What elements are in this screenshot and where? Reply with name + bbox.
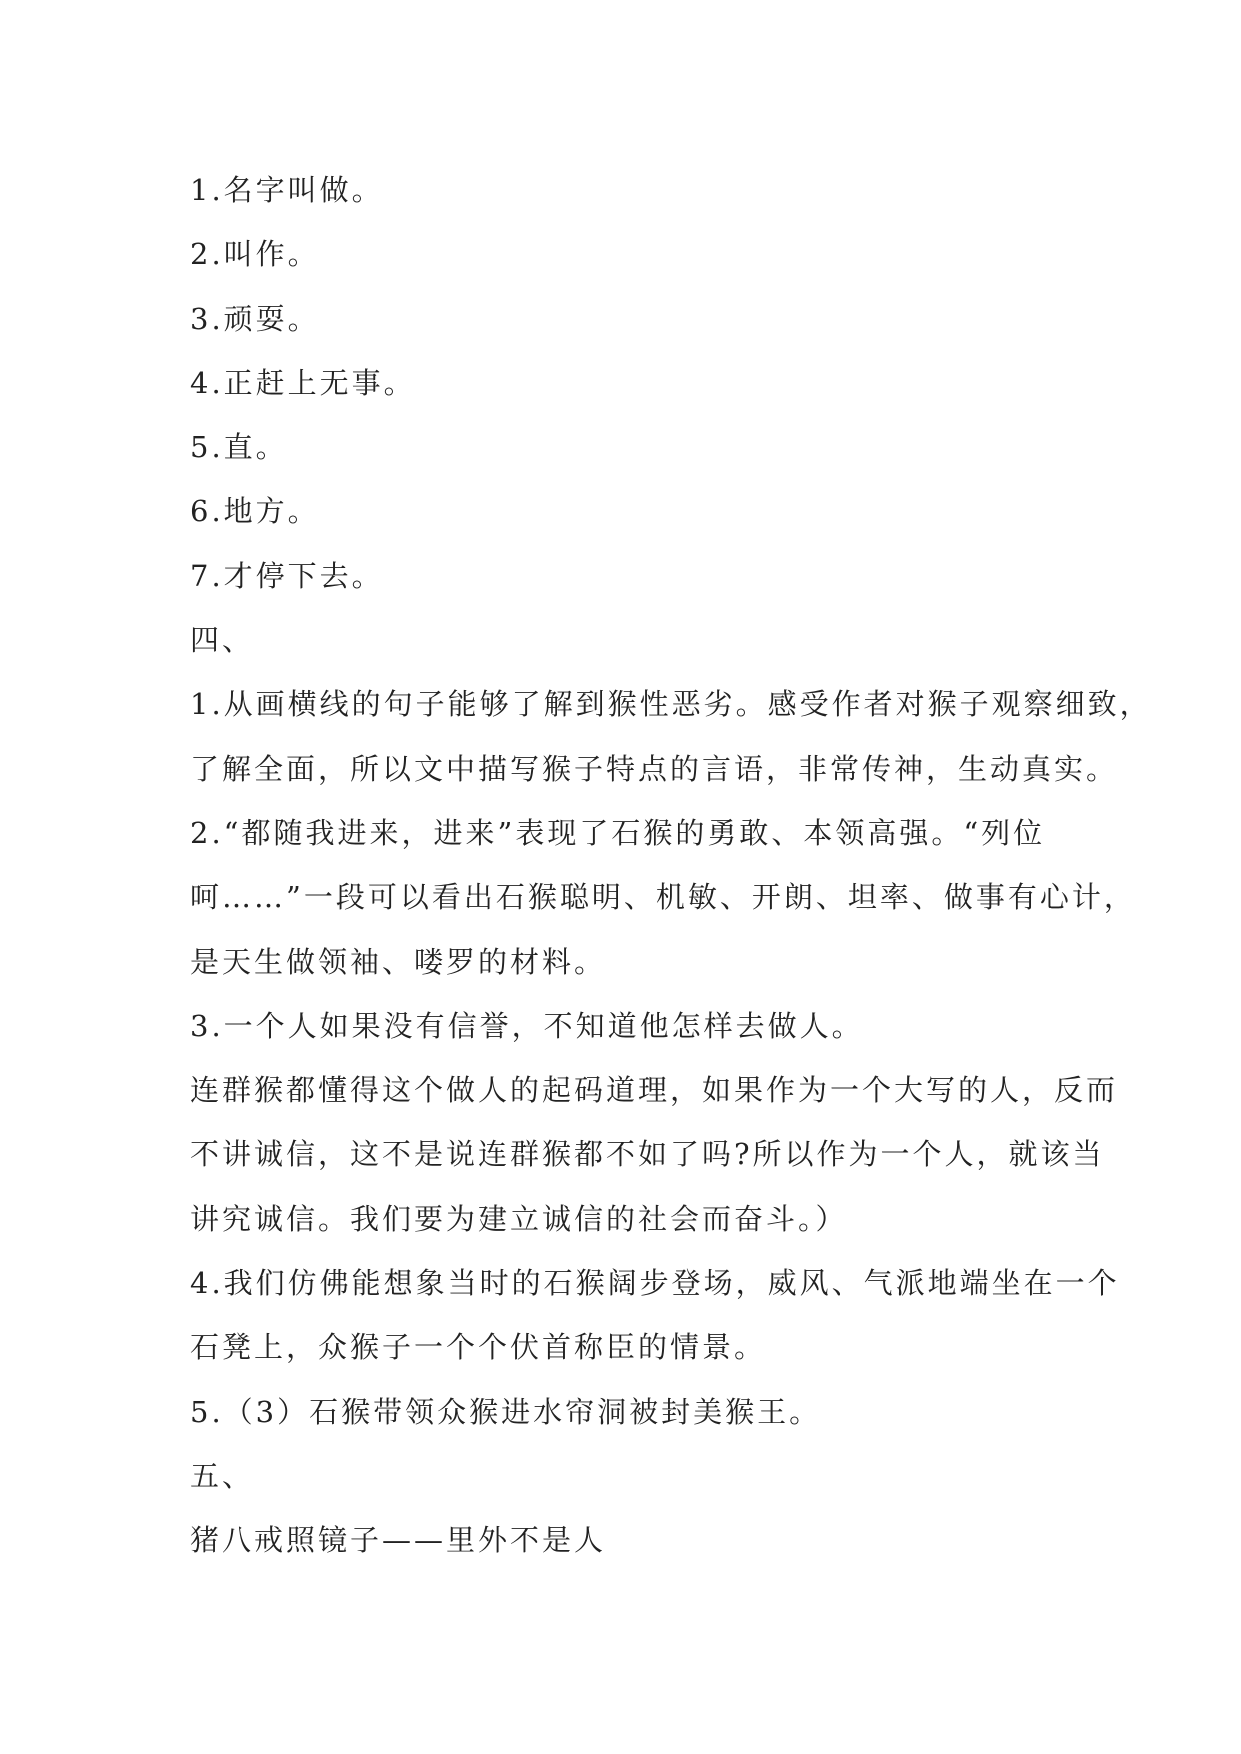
answer-line: 6.地方。 <box>190 494 320 529</box>
answer-line: 4.正赶上无事。 <box>190 365 416 400</box>
answer-line: 3.顽耍。 <box>190 301 320 336</box>
section-heading: 四、 <box>190 623 255 658</box>
answer-line: 了解全面，所以文中描写猴子特点的言语，非常传神，生动真实。 <box>190 751 1119 786</box>
answer-line: 3.一个人如果没有信誉，不知道他怎样去做人。 <box>190 1008 864 1043</box>
document-body <box>190 158 1152 1573</box>
answer-line: 1.名字叫做。 <box>190 173 384 207</box>
answer-line: 4.我们仿佛能想象当时的石猴阔步登场，威风、气派地端坐在一个 <box>190 1266 1120 1301</box>
answer-line: 2.“都随我进来，进来”表现了石猴的勇敢、本领高强。“列位 <box>190 815 1046 850</box>
answer-line: 1.从画横线的句子能够了解到猴性恶劣。感受作者对猴子观察细致， <box>190 687 1152 722</box>
answer-line: 5.（3）石猴带领众猴进水帘洞被封美猴王。 <box>190 1394 822 1429</box>
answer-line: 不讲诚信，这不是说连群猴都不如了吗?所以作为一个人，就该当 <box>190 1137 1105 1172</box>
answer-line: 连群猴都懂得这个做人的起码道理，如果作为一个大写的人，反而 <box>190 1073 1119 1108</box>
answer-line: 石凳上，众猴子一个个伏首称臣的情景。 <box>190 1330 767 1365</box>
answer-line: 7.才停下去。 <box>190 558 384 593</box>
answer-line: 5.直。 <box>190 430 288 465</box>
answer-line: 是天生做领袖、喽罗的材料。 <box>190 944 607 979</box>
answer-line: 呵……”一段可以看出石猴聪明、机敏、开朗、坦率、做事有心计， <box>190 880 1136 915</box>
answer-line: 猪八戒照镜子——里外不是人 <box>190 1523 607 1558</box>
answer-line: 2.叫作。 <box>190 237 320 272</box>
section-heading: 五、 <box>190 1458 255 1493</box>
answer-line: 讲究诚信。我们要为建立诚信的社会而奋斗。） <box>190 1201 848 1236</box>
